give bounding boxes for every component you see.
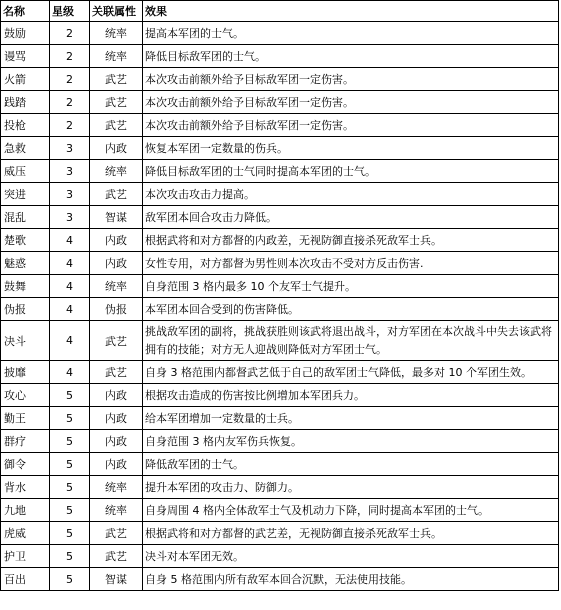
effect-cell: 降低目标敌军团的士气同时提高本军团的士气。 — [143, 160, 559, 183]
table-row — [1, 499, 559, 522]
effect-cell: 挑战敌军团的副将，挑战获胜则该武将退出战斗，对方军团在本次战斗中失去该武将拥有的技能；对方无人迎战则降低对方军团士气。 — [143, 321, 559, 361]
table-row — [1, 183, 559, 206]
skill-name-cell: 投枪 — [1, 114, 50, 137]
table-row — [1, 321, 559, 361]
star-level-cell: 4 — [50, 298, 90, 321]
star-level-cell: 4 — [50, 321, 90, 361]
related-attribute-cell: 内政 — [90, 137, 143, 160]
related-attribute-cell: 统率 — [90, 499, 143, 522]
effect-cell: 本次攻击攻击力提高。 — [143, 183, 559, 206]
table-row — [1, 137, 559, 160]
skill-name-cell: 虎威 — [1, 522, 50, 545]
effect-cell: 降低目标敌军团的士气。 — [143, 45, 559, 68]
skill-name-cell: 决斗 — [1, 321, 50, 361]
star-level-cell: 5 — [50, 499, 90, 522]
star-level-cell: 5 — [50, 430, 90, 453]
table-row — [1, 476, 559, 499]
effect-cell: 提升本军团的攻击力、防御力。 — [143, 476, 559, 499]
skill-name-cell: 伪报 — [1, 298, 50, 321]
related-attribute-cell: 统率 — [90, 275, 143, 298]
star-level-cell: 3 — [50, 206, 90, 229]
star-level-cell: 5 — [50, 476, 90, 499]
effect-cell: 决斗对本军团无效。 — [143, 545, 559, 568]
effect-cell: 根据攻击造成的伤害按比例增加本军团兵力。 — [143, 384, 559, 407]
effect-cell: 根据武将和对方都督的武艺差，无视防御直接杀死敌军士兵。 — [143, 522, 559, 545]
effect-cell: 自身周围 4 格内全体敌军士气及机动力下降，同时提高本军团的士气。 — [143, 499, 559, 522]
table-row — [1, 407, 559, 430]
table-header — [1, 1, 559, 22]
skill-name-cell: 急救 — [1, 137, 50, 160]
related-attribute-cell: 内政 — [90, 453, 143, 476]
skill-name-cell: 鼓励 — [1, 22, 50, 45]
table-row — [1, 22, 559, 45]
star-level-cell: 5 — [50, 384, 90, 407]
table-row — [1, 275, 559, 298]
effect-cell: 敌军团本回合攻击力降低。 — [143, 206, 559, 229]
effect-cell: 给本军团增加一定数量的士兵。 — [143, 407, 559, 430]
star-level-cell: 5 — [50, 453, 90, 476]
effect-cell: 本次攻击前额外给予目标敌军团一定伤害。 — [143, 68, 559, 91]
table-row — [1, 68, 559, 91]
table-row — [1, 45, 559, 68]
table-row — [1, 430, 559, 453]
related-attribute-cell: 智谋 — [90, 206, 143, 229]
skill-name-cell: 楚歌 — [1, 229, 50, 252]
table-row — [1, 252, 559, 275]
skill-name-cell: 披靡 — [1, 361, 50, 384]
skill-name-cell: 攻心 — [1, 384, 50, 407]
related-attribute-cell: 武艺 — [90, 68, 143, 91]
table-row — [1, 453, 559, 476]
effect-cell: 女性专用，对方都督为男性则本次攻击不受对方反击伤害. — [143, 252, 559, 275]
related-attribute-cell: 内政 — [90, 229, 143, 252]
related-attribute-cell: 内政 — [90, 407, 143, 430]
skill-name-cell: 鼓舞 — [1, 275, 50, 298]
related-attribute-cell: 武艺 — [90, 361, 143, 384]
related-attribute-cell: 武艺 — [90, 183, 143, 206]
related-attribute-cell: 武艺 — [90, 321, 143, 361]
star-level-cell: 4 — [50, 229, 90, 252]
skill-name-cell: 九地 — [1, 499, 50, 522]
effect-cell: 自身 5 格范围内所有敌军本回合沉默，无法使用技能。 — [143, 568, 559, 591]
effect-cell: 提高本军团的士气。 — [143, 22, 559, 45]
effect-cell: 本次攻击前额外给予目标敌军团一定伤害。 — [143, 91, 559, 114]
related-attribute-cell: 内政 — [90, 384, 143, 407]
effect-cell: 自身 3 格范围内都督武艺低于自己的敌军团士气降低，最多对 10 个军团生效。 — [143, 361, 559, 384]
effect-cell: 根据武将和对方都督的内政差，无视防御直接杀死敌军士兵。 — [143, 229, 559, 252]
related-attribute-cell: 统率 — [90, 45, 143, 68]
effect-cell: 本军团本回合受到的伤害降低。 — [143, 298, 559, 321]
skill-name-cell: 践踏 — [1, 91, 50, 114]
skill-name-cell: 群疗 — [1, 430, 50, 453]
related-attribute-cell: 统率 — [90, 476, 143, 499]
related-attribute-cell: 武艺 — [90, 545, 143, 568]
header-effect: 效果 — [143, 1, 559, 22]
star-level-cell: 4 — [50, 275, 90, 298]
related-attribute-cell: 武艺 — [90, 91, 143, 114]
skill-name-cell: 御令 — [1, 453, 50, 476]
star-level-cell: 4 — [50, 361, 90, 384]
header-name: 名称 — [1, 1, 50, 22]
table-row — [1, 91, 559, 114]
header-row — [1, 1, 559, 22]
table-row — [1, 298, 559, 321]
table-row — [1, 206, 559, 229]
star-level-cell: 5 — [50, 545, 90, 568]
skill-name-cell: 勤王 — [1, 407, 50, 430]
skill-name-cell: 威压 — [1, 160, 50, 183]
effect-cell: 本次攻击前额外给予目标敌军团一定伤害。 — [143, 114, 559, 137]
skill-name-cell: 突进 — [1, 183, 50, 206]
table-body — [1, 22, 559, 591]
effect-cell: 自身范围 3 格内友军伤兵恢复。 — [143, 430, 559, 453]
related-attribute-cell: 伪报 — [90, 298, 143, 321]
header-star: 星级 — [50, 1, 90, 22]
star-level-cell: 4 — [50, 252, 90, 275]
star-level-cell: 2 — [50, 22, 90, 45]
star-level-cell: 5 — [50, 522, 90, 545]
related-attribute-cell: 内政 — [90, 430, 143, 453]
star-level-cell: 2 — [50, 114, 90, 137]
table-row — [1, 361, 559, 384]
effect-cell: 降低敌军团的士气。 — [143, 453, 559, 476]
table-row — [1, 384, 559, 407]
skill-name-cell: 百出 — [1, 568, 50, 591]
skill-name-cell: 魅惑 — [1, 252, 50, 275]
table-row — [1, 545, 559, 568]
skill-name-cell: 混乱 — [1, 206, 50, 229]
star-level-cell: 2 — [50, 91, 90, 114]
table-row — [1, 568, 559, 591]
effect-cell: 自身范围 3 格内最多 10 个友军士气提升。 — [143, 275, 559, 298]
star-level-cell: 2 — [50, 68, 90, 91]
star-level-cell: 3 — [50, 183, 90, 206]
related-attribute-cell: 统率 — [90, 160, 143, 183]
related-attribute-cell: 智谋 — [90, 568, 143, 591]
skill-name-cell: 谩骂 — [1, 45, 50, 68]
star-level-cell: 3 — [50, 160, 90, 183]
related-attribute-cell: 内政 — [90, 252, 143, 275]
table-row — [1, 114, 559, 137]
header-attr: 关联属性 — [90, 1, 143, 22]
related-attribute-cell: 武艺 — [90, 522, 143, 545]
skill-name-cell: 护卫 — [1, 545, 50, 568]
table-row — [1, 160, 559, 183]
skill-name-cell: 火箭 — [1, 68, 50, 91]
star-level-cell: 5 — [50, 568, 90, 591]
related-attribute-cell: 统率 — [90, 22, 143, 45]
effect-cell: 恢复本军团一定数量的伤兵。 — [143, 137, 559, 160]
table-row — [1, 229, 559, 252]
table-row — [1, 522, 559, 545]
related-attribute-cell: 武艺 — [90, 114, 143, 137]
skill-name-cell: 背水 — [1, 476, 50, 499]
star-level-cell: 2 — [50, 45, 90, 68]
star-level-cell: 5 — [50, 407, 90, 430]
star-level-cell: 3 — [50, 137, 90, 160]
